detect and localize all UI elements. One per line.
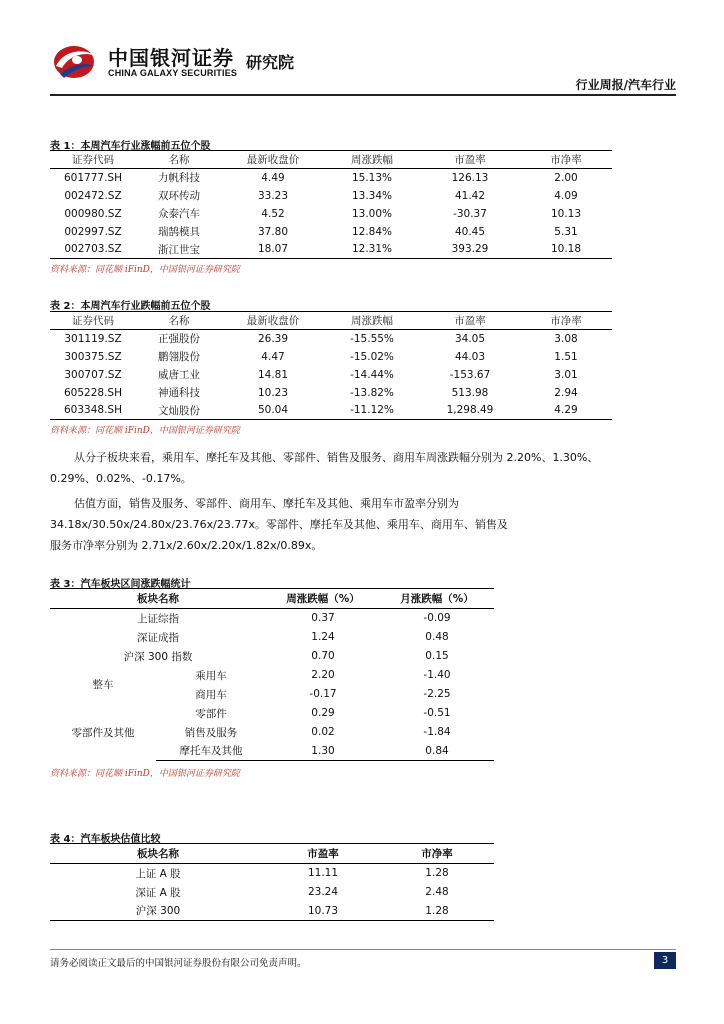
stock-name: 浙江世宝 [136, 241, 222, 259]
table-row [50, 366, 612, 384]
weekly-change: 12.84% [351, 225, 393, 238]
table-row [50, 628, 494, 647]
table-row [50, 384, 612, 402]
column-header: 名称 [136, 312, 222, 330]
close-price: 4.47 [261, 350, 285, 363]
pb-ratio: 4.09 [554, 189, 578, 202]
close-price: 18.07 [222, 241, 324, 259]
table2-source: 资料来源：同花顺 iFinD，中国银河证券研究院 [50, 426, 240, 436]
close-price: 14.81 [257, 368, 289, 381]
stock-name: 文灿股份 [136, 402, 222, 420]
monthly-change: -0.51 [423, 707, 451, 719]
monthly-change: 0.84 [380, 742, 494, 761]
pe-ratio: 34.05 [454, 332, 486, 345]
pe-ratio: 126.13 [451, 171, 489, 184]
table3-title: 表 3：汽车板块区间涨跌幅统计 [50, 579, 191, 590]
table-row [50, 609, 494, 628]
weekly-change: -15.02% [350, 350, 394, 363]
disclaimer-text: 请务必阅读正文最后的中国银河证券股份有限公司免责声明。 [50, 958, 307, 969]
monthly-change: 0.48 [425, 631, 449, 643]
sector-name: 商用车 [195, 688, 227, 701]
sector-name: 沪深 300 指数 [123, 650, 193, 663]
brand-name-en: CHINA GALAXY SECURITIES [108, 68, 238, 78]
column-header: 市净率 [380, 844, 494, 864]
stock-code: 605228.SH [64, 386, 122, 399]
weekly-change: 0.70 [311, 650, 335, 662]
stock-name: 正强股份 [158, 333, 200, 346]
monthly-change: -0.09 [423, 612, 451, 625]
column-header: 名称 [136, 151, 222, 169]
page-number: 3 [654, 952, 676, 969]
sector-change-table [50, 588, 494, 761]
table-row [50, 241, 612, 259]
close-price: 4.52 [261, 207, 285, 220]
pb-ratio: 1.28 [380, 902, 494, 921]
column-header: 证券代码 [50, 312, 136, 330]
weekly-change: 15.13% [351, 171, 393, 184]
monthly-change: 0.15 [425, 650, 449, 662]
pb-ratio: 2.00 [554, 171, 578, 184]
weekly-change: 0.37 [311, 612, 335, 625]
sector-name: 上证综指 [137, 612, 179, 625]
weekly-change: -14.44% [350, 368, 394, 381]
valuation-line: 34.18x/30.50x/24.80x/23.76x/23.77x。零部件、摩托车及其他、乘用车、商用车、销售及 [50, 518, 508, 531]
table1-title: 表 1：本周汽车行业涨幅前五位个股 [50, 141, 211, 152]
table-header-row [50, 312, 612, 330]
stock-code: 002472.SZ [64, 189, 122, 202]
column-header: 最新收盘价 [222, 312, 324, 330]
column-header: 周涨跌幅 [324, 312, 420, 330]
close-price: 50.04 [222, 402, 324, 420]
pb-ratio: 10.13 [550, 207, 582, 220]
weekly-change: -0.17 [309, 688, 337, 700]
pe-ratio: 23.24 [307, 886, 339, 898]
weekly-change: -11.12% [324, 402, 420, 420]
valuation-table [50, 843, 494, 921]
valuation-line: 服务市净率分别为 2.71x/2.60x/2.20x/1.82x/0.89x。 [50, 539, 323, 552]
monthly-change: -1.84 [423, 726, 451, 738]
pb-ratio: 10.18 [520, 241, 612, 259]
valuation-paragraph [50, 493, 630, 556]
close-price: 26.39 [257, 332, 289, 345]
pe-ratio: 513.98 [451, 386, 489, 399]
close-price: 10.23 [257, 386, 289, 399]
galaxy-logo-icon [50, 42, 100, 82]
pb-ratio: 2.94 [554, 386, 578, 399]
stock-name: 瑞鹄模具 [158, 226, 200, 238]
sector-name: 深证成指 [137, 631, 179, 644]
stock-code: 603348.SH [50, 402, 136, 420]
table-row [50, 187, 612, 205]
column-header: 证券代码 [50, 151, 136, 169]
weekly-change: -13.82% [350, 386, 394, 399]
stock-code: 002703.SZ [50, 241, 136, 259]
weekly-change: 1.24 [311, 631, 335, 643]
column-header: 市盈率 [420, 312, 520, 330]
weekly-change: 0.29 [311, 707, 335, 719]
report-header [50, 38, 676, 94]
table-row [50, 330, 612, 348]
table-header-row [50, 151, 612, 169]
table-row [50, 205, 612, 223]
stock-code: 601777.SH [64, 171, 122, 184]
pb-ratio: 2.48 [425, 886, 449, 898]
pe-ratio: 11.11 [307, 867, 339, 880]
table-row [50, 169, 612, 187]
header-divider [50, 94, 676, 96]
column-header: 月涨跌幅（%） [380, 589, 494, 609]
column-header: 板块名称 [50, 844, 266, 864]
sector-name: 销售及服务 [184, 726, 238, 739]
table-header-row [50, 589, 494, 609]
stock-code: 301119.SZ [64, 332, 122, 345]
table-row [50, 647, 494, 666]
pe-ratio: 10.73 [266, 902, 380, 921]
close-price: 37.80 [257, 225, 289, 238]
table-header-row [50, 844, 494, 864]
sector-name: 沪深 300 [50, 902, 266, 921]
stock-name: 鹏翎股份 [158, 351, 200, 363]
column-header: 市盈率 [420, 151, 520, 169]
sector-name: 乘用车 [195, 669, 227, 682]
weekly-change: 13.00% [351, 207, 393, 220]
table-row [50, 704, 494, 723]
pb-ratio: 1.51 [554, 350, 578, 363]
pb-ratio: 1.28 [425, 867, 449, 880]
weekly-change: 13.34% [351, 189, 393, 202]
stock-code: 000980.SZ [64, 207, 122, 220]
stock-name: 力帆科技 [158, 172, 200, 185]
sector-name: 深证 A 股 [135, 886, 181, 899]
table-row [50, 902, 494, 921]
close-price: 33.23 [257, 189, 289, 202]
monthly-change: -1.40 [423, 669, 451, 681]
pe-ratio: 40.45 [454, 225, 486, 238]
brand-name-cn: 中国银河证券 [108, 46, 234, 70]
stock-code: 300707.SZ [64, 368, 122, 381]
stock-code: 300375.SZ [64, 350, 122, 363]
weekly-change: -15.55% [350, 332, 394, 345]
sector-name: 摩托车及其他 [156, 742, 266, 761]
pe-ratio: 44.03 [454, 350, 486, 363]
column-header: 市盈率 [266, 844, 380, 864]
pe-ratio: 393.29 [420, 241, 520, 259]
top-gainers-table [50, 150, 612, 259]
table3-source: 资料来源：同花顺 iFinD，中国银河证券研究院 [50, 769, 240, 779]
report-type: 行业周报/汽车行业 [575, 78, 676, 92]
pb-ratio: 3.01 [554, 368, 578, 381]
column-header: 最新收盘价 [222, 151, 324, 169]
pb-ratio: 5.31 [554, 225, 578, 238]
table-row [50, 883, 494, 902]
stock-name: 众泰汽车 [158, 208, 200, 220]
sector-group-label: 零部件及其他 [71, 726, 135, 739]
pb-ratio: 3.08 [554, 332, 578, 345]
table1-source: 资料来源：同花顺 iFinD，中国银河证券研究院 [50, 265, 240, 275]
table-row [50, 864, 494, 883]
pe-ratio: -30.37 [453, 207, 487, 220]
sector-name: 零部件 [195, 707, 227, 720]
table-row [50, 223, 612, 241]
top-losers-table [50, 311, 612, 420]
pe-ratio: 1,298.49 [420, 402, 520, 420]
stock-name: 威唐工业 [158, 369, 200, 381]
column-header: 周涨跌幅 [324, 151, 420, 169]
stock-name: 神通科技 [158, 387, 200, 399]
pe-ratio: -153.67 [449, 368, 491, 381]
table-row [50, 348, 612, 366]
weekly-change: 1.30 [266, 742, 380, 761]
valuation-line: 估值方面，销售及服务、零部件、商用车、摩托车及其他、乘用车市盈率分别为 [74, 497, 459, 510]
pe-ratio: 41.42 [454, 189, 486, 202]
table-row [50, 666, 494, 685]
sector-name: 上证 A 股 [135, 867, 181, 880]
stock-code: 002997.SZ [64, 225, 122, 238]
table2-title: 表 2：本周汽车行业跌幅前五位个股 [50, 301, 211, 312]
brand-department: 研究院 [246, 53, 295, 72]
footer-divider [50, 949, 676, 950]
sector-group-label: 整车 [92, 679, 114, 691]
close-price: 4.49 [261, 171, 285, 184]
column-header: 市净率 [520, 151, 612, 169]
stock-name: 双环传动 [158, 190, 200, 202]
table4-title: 表 4：汽车板块估值比较 [50, 834, 161, 845]
column-header: 市净率 [520, 312, 612, 330]
sector-performance-paragraph: 从分子板块来看，乘用车、摩托车及其他、零部件、销售及服务、商用车周涨跌幅分别为 2.20%、1.30%、0.29%、0.02%、-0.17%。 [50, 451, 599, 485]
weekly-change: 0.02 [311, 726, 335, 738]
column-header: 板块名称 [50, 589, 266, 609]
weekly-change: 12.31% [324, 241, 420, 259]
column-header: 周涨跌幅（%） [266, 589, 380, 609]
weekly-change: 2.20 [311, 669, 335, 681]
table-row [50, 402, 612, 420]
monthly-change: -2.25 [423, 688, 451, 700]
pb-ratio: 4.29 [520, 402, 612, 420]
